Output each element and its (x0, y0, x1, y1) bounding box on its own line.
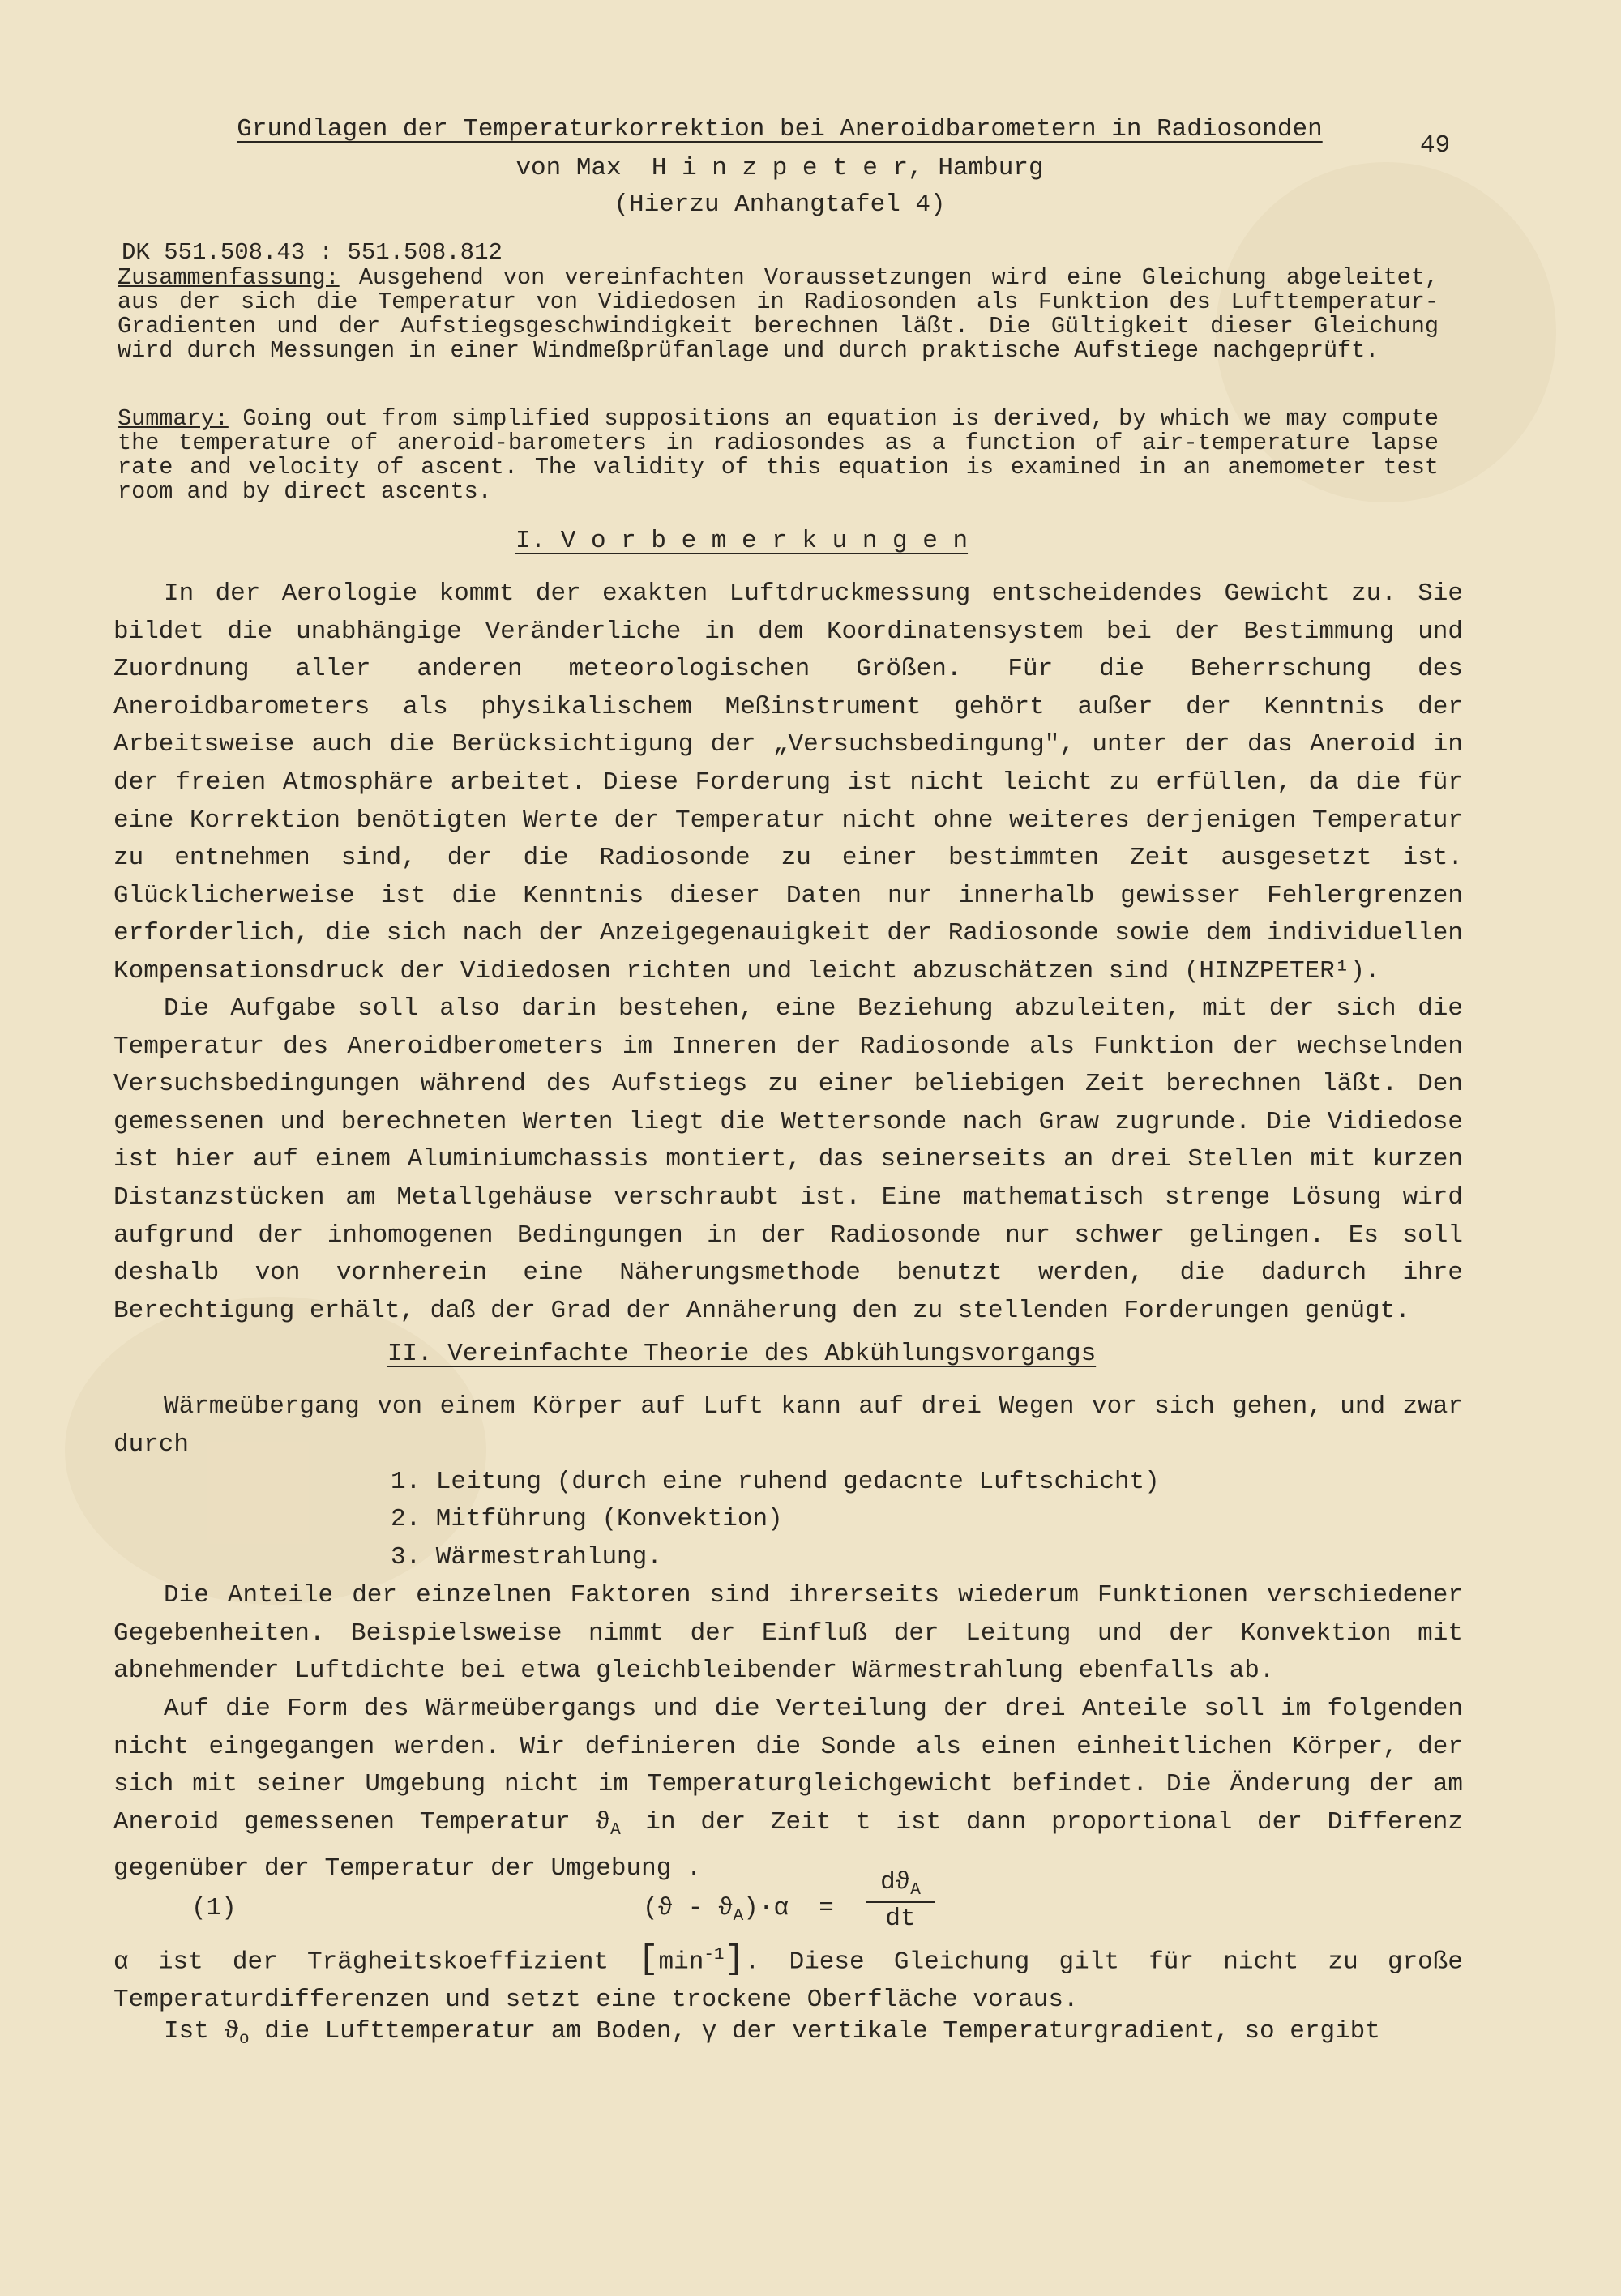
abstract-english-text: Going out from simplified suppositions an equation is derived, by which we may compute the temperature of aneroid-barometers in radiosondes as a function of air-temperature lapse rate and velocity of ascent. The validity of this equation is examined in an anemometer test room and by direct ascents. (118, 405, 1439, 505)
body-paragraph: Auf die Form des Wärmeübergangs und die Verteilung der drei Anteile soll im folgenden nicht eingegangen werden. Wir definieren die Sonde als einen einheitlichen Körper, der sich mit seiner Umgebung nicht im Temperaturgleichgewicht befindet. Die Änderung der am Aneroid gemessenen Temperatur $ϑ_A$ in der Zeit t ist dann proportional der Differenz gegenüber der Temperatur der Umgebung . (113, 1695, 1464, 1883)
body-paragraph: α ist der Trägheitskoeffizient $[\min^{-1}]$. Diese Gleichung gilt für nicht zu große Temperaturdifferenzen und setzt eine trockene Oberfläche voraus. (113, 1939, 1463, 2014)
abstract-german (118, 266, 1439, 363)
section-heading-2: II. Vereinfachte Theorie des Abkühlungsvorgangs (387, 1340, 1097, 1368)
section-heading-1: I. V o r b e m e r k u n g e n (515, 527, 969, 555)
list-item: 2. Mitführung (Konvektion) (391, 1505, 783, 1533)
body-paragraph: Die Anteile der einzelnen Faktoren sind ihrerseits wiederum Funktionen verschiedener Gegebenheiten. Beispielsweise nimmt der Einfluß der Leitung und der Konvektion mit abnehmender Luftdichte bei etwa gleichbleibender Wärmestrahlung ebenfalls ab. (113, 1581, 1463, 1686)
equation-fraction (866, 1868, 935, 1933)
body-paragraph: Wärmeübergang von einem Körper auf Luft kann auf drei Wegen vor sich gehen, und zwar durch (113, 1392, 1463, 1459)
author-line: von Max H i n z p e t e r, Hamburg (515, 154, 1044, 182)
fraction-bar (866, 1901, 935, 1903)
abstract-english (118, 407, 1439, 504)
body-paragraph: In der Aerologie kommt der exakten Luftdruckmessung entscheidendes Gewicht zu. Sie bildet die unabhängige Veränderliche in dem Koordinatensystem bei der Bestimmung und Zuordnung aller anderen meteorologischen Größen. Für die Beherrschung des Aneroidbarometers als physikalischem Meßinstrument gehört außer der Kenntnis der Arbeitsweise auch die Berücksichtigung der „Versuchsbedingung", unter der das Aneroid in der freien Atmosphäre arbeitet. Diese Forderung ist nicht leicht zu erfüllen, da die für eine Korrektion benötigten Werte der Temperatur nicht ohne weiteres derjenigen Temperatur zu entnehmen sind, der die Radiosonde zu einer bestimmten Zeit ausgesetzt ist. Glücklicherweise ist die Kenntnis dieser Daten nur innerhalb gewisser Fehlergrenzen erforderlich, die sich nach der Anzeigegenauigkeit der Radiosonde sowie dem individuellen Kompensationsdruck der Vidiedosen richten und leicht abzuschätzen sind (HINZPETER¹). (113, 579, 1463, 986)
article-title: Grundlagen der Temperaturkorrektion bei Aneroidbarometern in Radiosonden (237, 115, 1323, 143)
abstract-english-label: Summary: (118, 405, 229, 432)
supplement-note: (Hierzu Anhangtafel 4) (614, 190, 946, 219)
abstract-german-label: Zusammenfassung: (118, 264, 340, 291)
body-paragraph: Die Aufgabe soll also darin bestehen, eine Beziehung abzuleiten, mit der sich die Temperatur des Aneroidberometers im Inneren der Radiosonde als Funktion der wechselnden Versuchsbedingungen während des Aufstiegs zu einer beliebigen Zeit berechnen läßt. Den gemessenen und berechneten Werten liegt die Wettersonde nach Graw zugrunde. Die Vidiedose ist hier auf einem Aluminiumchassis montiert, das seinerseits an drei Stellen mit kurzen Distanzstücken am Metallgehäuse verschraubt ist. Eine mathematisch strenge Lösung wird aufgrund der inhomogenen Bedingungen in der Radiosonde nur schwer gelingen. Es soll deshalb von vornherein eine Näherungsmethode benutzt werden, die dadurch ihre Berechtigung erhält, daß der Grad der Annäherung den zu stellenden Forderungen genügt. (113, 994, 1463, 1325)
fraction-denominator: dt (885, 1905, 916, 1934)
list-item: 1. Leitung (durch eine ruhend gedacnte Luftschicht) (391, 1468, 1160, 1496)
list-item: 3. Wärmestrahlung. (391, 1543, 662, 1571)
fraction-numerator: $dϑ_A$ (880, 1868, 921, 1901)
equation-left-side: $(ϑ - ϑ_A)\cdot\alpha$ = (643, 1894, 834, 1926)
body-paragraph: Ist $ϑ_o$ die Lufttemperatur am Boden, γ der vertikale Temperaturgradient, so ergibt (164, 2017, 1380, 2050)
equation-number: (1) (191, 1894, 237, 1922)
abstract-german-text: Ausgehend von vereinfachten Voraussetzungen wird eine Gleichung abgeleitet, aus der sich die Temperatur von Vidiedosen in Radiosonden als Funktion des Lufttemperatur-Gradienten und der Aufstiegsgeschwindigkeit berechnen läßt. Die Gültigkeit dieser Gleichung wird durch Messungen in einer Windmeßprüfanlage und durch praktische Aufstiege nachgeprüft. (118, 264, 1439, 364)
classification-code: DK 551.508.43 : 551.508.812 (122, 239, 503, 266)
page-number: 49 (1420, 131, 1451, 160)
